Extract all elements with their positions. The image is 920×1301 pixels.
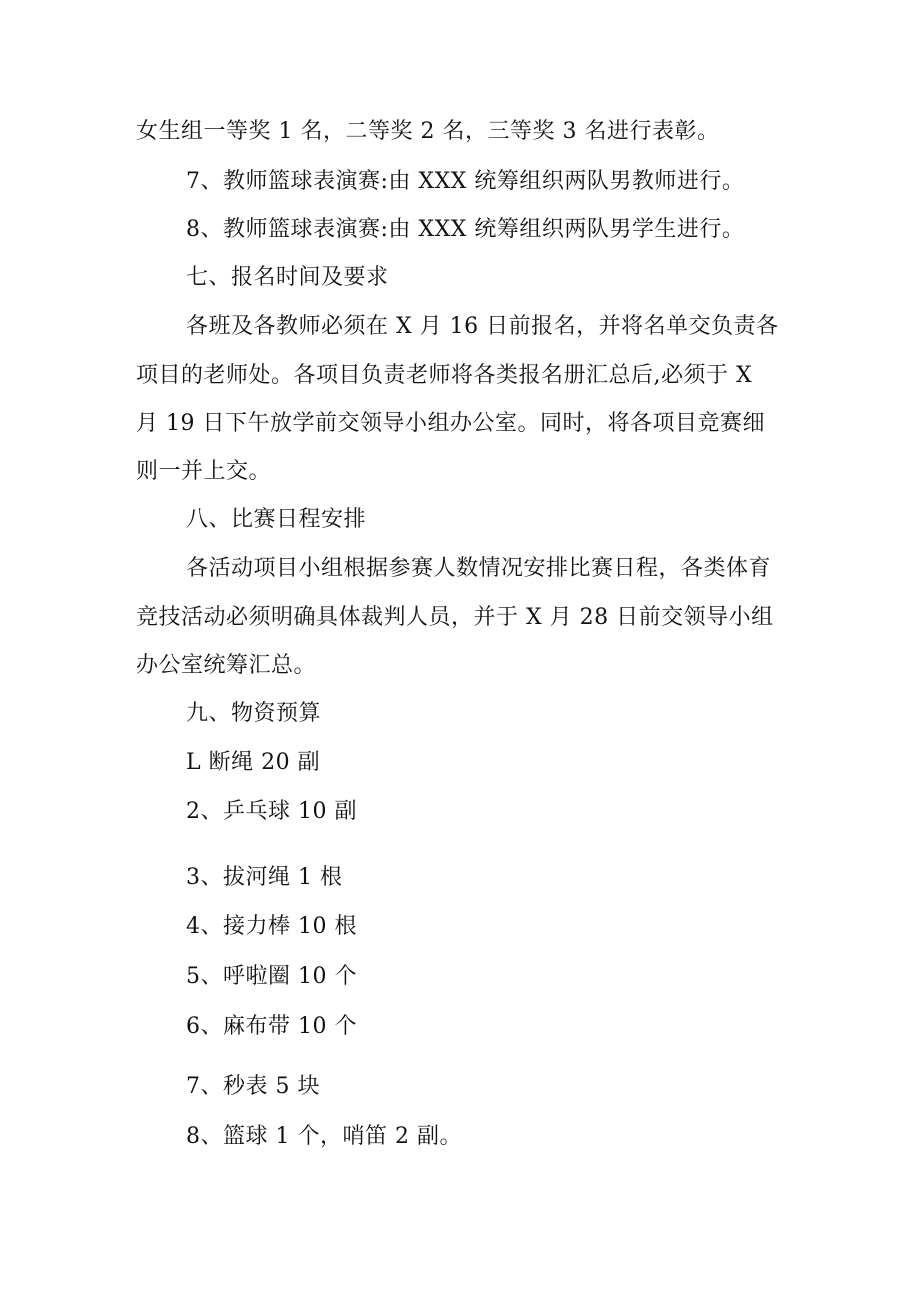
- list-item: 6、麻布带 10 个: [186, 1014, 357, 1039]
- section-heading: 八、比赛日程安排: [186, 507, 367, 532]
- paragraph-line: 办公室统筹汇总。: [136, 653, 317, 678]
- list-item: 4、接力棒 10 根: [186, 914, 357, 939]
- list-item: 3、拔河绳 1 根: [186, 865, 343, 890]
- list-item: 2、乒乓球 10 副: [186, 799, 357, 824]
- section-heading: 九、物资预算: [186, 701, 322, 726]
- list-item: L 断绳 20 副: [186, 750, 321, 775]
- paragraph-line: 月 19 日下午放学前交领导小组办公室。同时，将各项目竞赛细: [136, 411, 765, 436]
- paragraph-line: 项目的老师处。各项目负责老师将各类报名册汇总后,必须于 X: [136, 363, 753, 388]
- list-item: 5、呼啦圈 10 个: [186, 964, 357, 989]
- list-item: 8、篮球 1 个，哨笛 2 副。: [186, 1124, 462, 1149]
- list-item: 7、秒表 5 块: [186, 1074, 320, 1099]
- section-heading: 七、报名时间及要求: [186, 265, 389, 290]
- paragraph-line: 则一并上交。: [136, 459, 272, 484]
- paragraph-line: 各班及各教师必须在 X 月 16 日前报名，并将名单交负责各: [186, 314, 779, 339]
- paragraph-line: 竞技活动必须明确具体裁判人员，并于 X 月 28 日前交领导小组: [136, 605, 774, 630]
- paragraph-line: 各活动项目小组根据参赛人数情况安排比赛日程，各类体育: [186, 556, 772, 581]
- paragraph-line: 女生组一等奖 1 名，二等奖 2 名，三等奖 3 名进行表彰。: [136, 119, 720, 144]
- list-item: 8、教师篮球表演赛:由 XXX 统筹组织两队男学生进行。: [186, 217, 745, 242]
- list-item: 7、教师篮球表演赛:由 XXX 统筹组织两队男教师进行。: [186, 169, 745, 194]
